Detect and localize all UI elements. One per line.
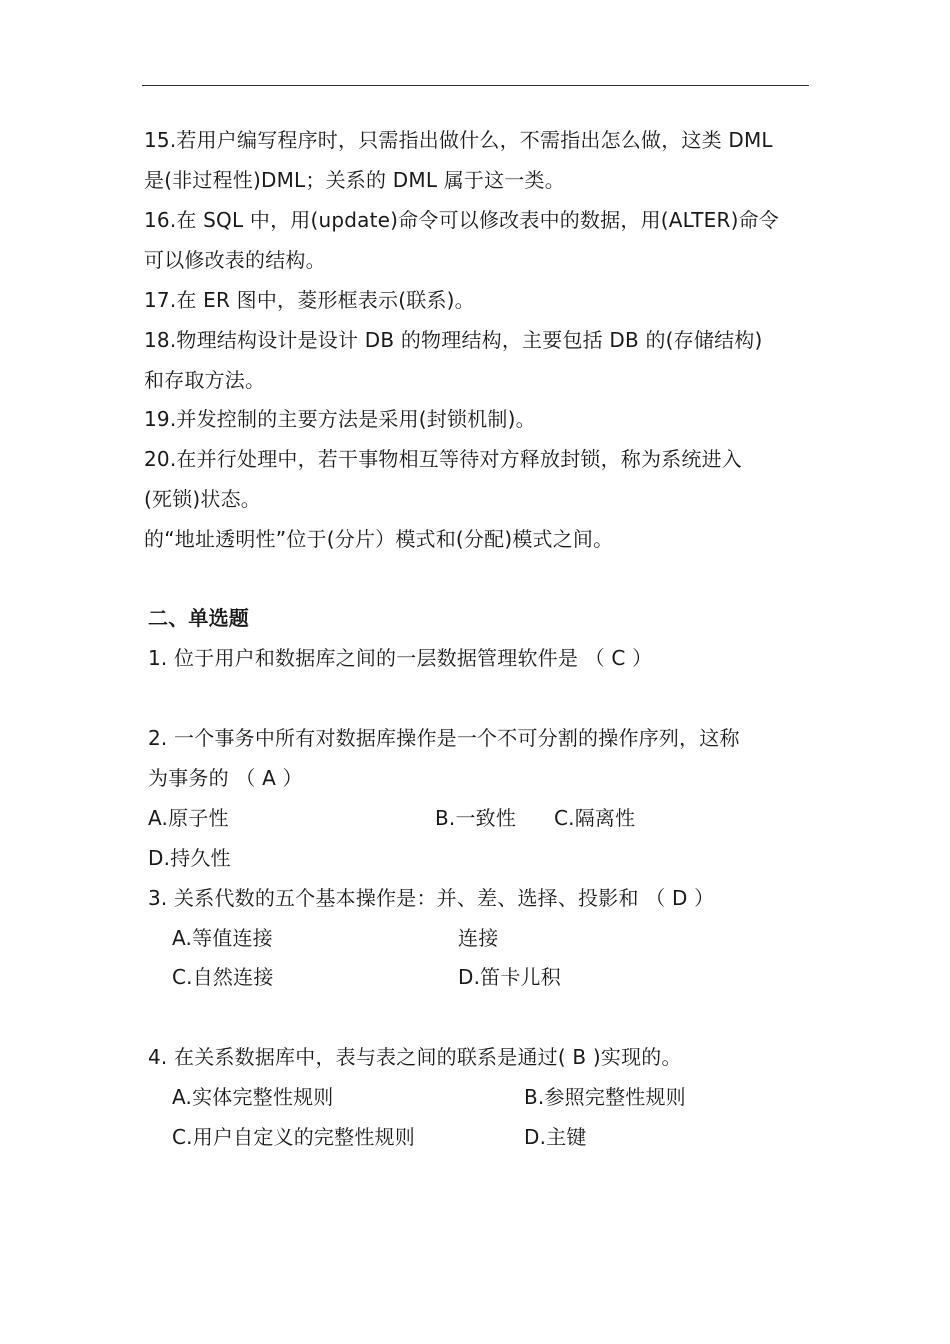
choice-question-2-line-1: 2. 一个事务中所有对数据库操作是一个不可分割的操作序列，这称 — [148, 726, 740, 750]
q2-option-a: A.原子性 — [148, 806, 229, 830]
extra-fill-in: 的“地址透明性”位于(分片）模式和(分配)模式之间。 — [144, 527, 614, 551]
q2-option-d: D.持久性 — [148, 846, 231, 870]
choice-question-4: 4. 在关系数据库中，表与表之间的联系是通过( B )实现的。 — [148, 1045, 682, 1069]
question-16-line-2: 可以修改表的结构。 — [144, 248, 326, 272]
q4-option-c: C.用户自定义的完整性规则 — [172, 1125, 415, 1149]
choice-question-2-line-2: 为事务的 （ A ） — [148, 766, 303, 790]
q3-option-c: C.自然连接 — [172, 965, 274, 989]
question-20-line-1: 20.在并行处理中，若干事物相互等待对方释放封锁，称为系统进入 — [144, 447, 743, 471]
header-rule — [142, 85, 809, 86]
section-title: 二、单选题 — [148, 606, 249, 630]
choice-question-1: 1. 位于用户和数据库之间的一层数据管理软件是 （ C ） — [148, 646, 653, 670]
question-18-line-1: 18.物理结构设计是设计 DB 的物理结构，主要包括 DB 的(存储结构) — [144, 328, 763, 352]
question-15-line-2: 是(非过程性)DML；关系的 DML 属于这一类。 — [144, 168, 565, 192]
q3-option-b: 连接 — [458, 926, 499, 950]
choice-question-3: 3. 关系代数的五个基本操作是：并、差、选择、投影和 （ D ） — [148, 886, 715, 910]
q3-option-a: A.等值连接 — [172, 926, 273, 950]
q3-option-d: D.笛卡儿积 — [458, 965, 561, 989]
question-16-line-1: 16.在 SQL 中，用(update)命令可以修改表中的数据，用(ALTER)命令 — [144, 208, 780, 232]
q2-option-b: B.一致性 — [435, 806, 517, 830]
q4-option-b: B.参照完整性规则 — [524, 1085, 686, 1109]
question-20-line-2: (死锁)状态。 — [144, 487, 262, 511]
q4-option-d: D.主键 — [524, 1125, 587, 1149]
q4-option-a: A.实体完整性规则 — [172, 1085, 334, 1109]
question-18-line-2: 和存取方法。 — [144, 368, 266, 392]
question-19: 19.并发控制的主要方法是采用(封锁机制)。 — [144, 407, 536, 431]
question-17: 17.在 ER 图中，菱形框表示(联系)。 — [144, 288, 475, 312]
question-15-line-1: 15.若用户编写程序时，只需指出做什么，不需指出怎么做，这类 DML — [144, 128, 773, 152]
q2-option-c: C.隔离性 — [554, 806, 636, 830]
